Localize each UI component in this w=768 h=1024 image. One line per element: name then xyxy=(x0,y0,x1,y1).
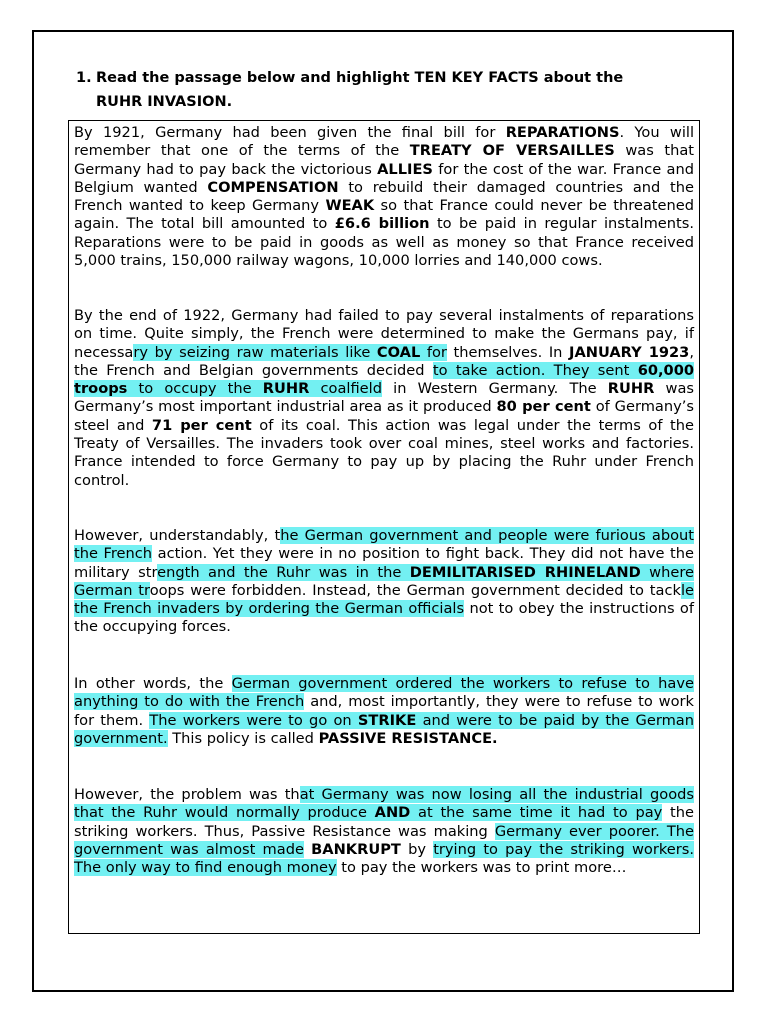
question-heading xyxy=(76,66,696,114)
highlighted-text: where German tr xyxy=(74,563,694,599)
bold-text: WEAK xyxy=(325,197,375,215)
highlighted-text: for xyxy=(420,343,447,361)
paragraph-consequences xyxy=(74,786,694,877)
highlighted-text: coalfield xyxy=(309,380,382,398)
highlighted-text: to occupy the xyxy=(127,380,263,398)
highlighted-text: he German government and people were furious about the French xyxy=(74,527,694,563)
bold-text: TREATY OF VERSAILLES xyxy=(409,142,615,160)
question-text: Read the passage below and highlight TEN KEY FACTS about the xyxy=(96,70,624,86)
text-run: By 1921, Germany had been given the final bill for xyxy=(74,124,506,141)
paragraph-ruhr-occupation xyxy=(74,307,694,490)
highlighted-text: DEMILITARISED RHINELAND xyxy=(409,563,641,581)
text-run: themselves. In xyxy=(446,343,570,361)
bold-text: ALLIES xyxy=(377,160,433,178)
highlighted-text: RUHR xyxy=(262,380,310,398)
paragraph-reparations xyxy=(74,124,694,270)
text-run: In other words, the xyxy=(74,675,232,692)
question-number: 1. xyxy=(76,70,92,86)
bold-text: RUHR xyxy=(607,380,655,398)
text-run: the striking workers. Thus, Passive Resistance was making xyxy=(74,804,694,840)
highlighted-text: Germany ever poorer. The government was almost made xyxy=(74,822,694,858)
highlighted-text: to take action. They sent xyxy=(432,361,638,379)
paragraph-german-response xyxy=(74,527,694,637)
text-run: was that Germany had to pay back the victorious xyxy=(74,142,694,178)
text-run: was Germany’s most important industrial area as it produced xyxy=(74,380,695,416)
bold-text: REPARATIONS xyxy=(505,124,620,141)
highlighted-text: COAL xyxy=(376,343,421,361)
highlighted-text: 60,000 troops xyxy=(74,361,695,398)
question-line-2: RUHR INVASION. xyxy=(96,94,233,110)
text-run: However, the problem was th xyxy=(74,786,300,803)
highlighted-text: STRIKE xyxy=(357,711,417,729)
text-run: However, understandably, t xyxy=(74,527,281,544)
highlighted-text: at the same time it had to pay xyxy=(410,804,663,822)
bold-text: £6.6 billion xyxy=(334,215,430,233)
text-run: This policy is called xyxy=(167,729,319,747)
text-run: to rebuild their damaged countries and the French wanted to keep Germany xyxy=(74,178,694,215)
text-run: action. Yet they were in no position to fight back. They did not have the military str xyxy=(74,545,694,581)
bold-text: 80 per cent xyxy=(496,398,591,416)
highlighted-text: le the French invaders by ordering the German officials xyxy=(74,581,694,618)
text-run: By the end of 1922, Germany had failed to pay several instalments of reparations on time. Quite simply, the French were determined to make the Germans pay, if necessa xyxy=(74,307,694,361)
text-run: not to obey the instructions of the occupying forces. xyxy=(74,600,694,636)
highlighted-text: ry by seizing raw materials like xyxy=(133,343,377,361)
highlighted-text: at Germany was now losing all the industrial goods that the Ruhr would normally produce xyxy=(74,786,694,822)
highlighted-text: AND xyxy=(374,804,411,822)
text-run: by xyxy=(400,840,434,858)
text-run: and, most importantly, they were to refuse to work for them. xyxy=(74,693,694,729)
text-run: of Germany’s steel and xyxy=(74,398,694,434)
text-run: . You will remember that one of the terms of the xyxy=(74,124,694,160)
text-run: so that France could never be threatened again. The total bill amounted to xyxy=(74,197,694,233)
bold-text: JANUARY 1923 xyxy=(569,343,690,361)
bold-text: COMPENSATION xyxy=(207,178,339,196)
text-run: of its coal. This action was legal under the terms of the Treaty of Versailles. The invaders took over coal mines, steel works and factories. France intended to force Germany to pay up by placing the Ruhr under French control. xyxy=(74,416,694,489)
highlighted-text: trying to pay the striking workers. The only way to find enough money xyxy=(74,840,695,877)
bold-text: 71 per cent xyxy=(151,416,252,434)
text-run: , the French and Belgian governments decided xyxy=(74,343,694,379)
bold-text: BANKRUPT xyxy=(311,840,401,858)
question-line-1 xyxy=(76,66,696,90)
highlighted-text: German government ordered the workers to refuse to have anything to do with the French xyxy=(74,675,694,711)
highlighted-text: ength and the Ruhr was in the xyxy=(157,563,410,581)
highlighted-text: The workers were to go on xyxy=(149,711,358,729)
paragraph-passive-resistance xyxy=(74,675,694,748)
bold-text: PASSIVE RESISTANCE. xyxy=(318,729,498,747)
text-run: to pay the workers was to print more… xyxy=(336,859,627,877)
text-run: for the cost of the war. France and Belgium wanted xyxy=(74,160,694,196)
text-run: to be paid in regular instalments. Reparations were to be paid in goods as well as money so that France received 5,000 trains, 150,000 railway wagons, 10,000 lorries and 140,000 cows. xyxy=(74,215,694,270)
text-run: in Western Germany. The xyxy=(381,380,608,398)
text-run: oops were forbidden. Instead, the German government decided to tack xyxy=(149,581,681,599)
highlighted-text: and were to be paid by the German government. xyxy=(74,711,694,747)
